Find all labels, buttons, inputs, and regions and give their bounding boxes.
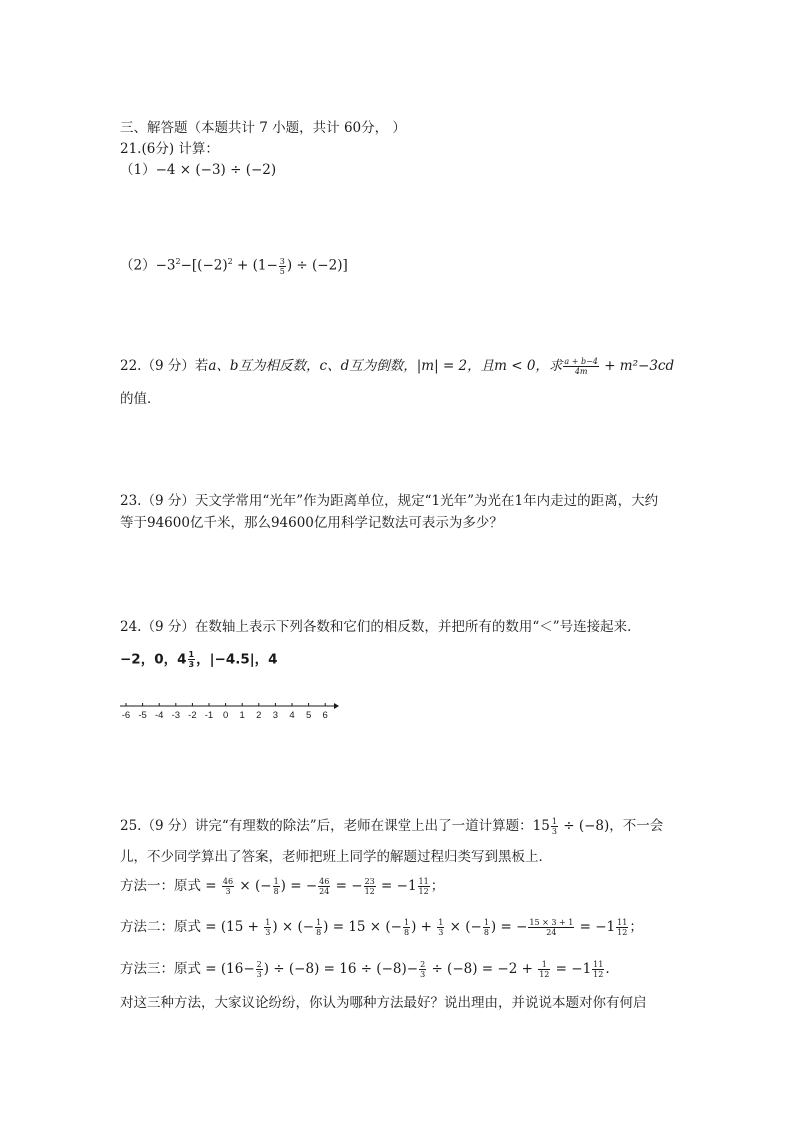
m1-frac1: $\frac{46}{3}$ (222, 877, 234, 896)
m2-end: ； (629, 919, 643, 935)
m2-mid6: = −1 (575, 919, 616, 935)
number-line-tick-label: -5 (138, 710, 147, 721)
q23-line2: 等于94600亿千米，那么94600亿用科学记数法可表示为多少？ (120, 515, 503, 531)
m2-frac7: $\frac{11}{12}$ (617, 918, 628, 937)
m3-label: 方法三：原式 = (16− (120, 961, 255, 977)
number-line-tick-label: -3 (171, 710, 181, 721)
m3-frac4: $\frac{11}{12}$ (593, 960, 604, 979)
q22-fraction: $\frac{a + b-4}{4m}$ (564, 357, 598, 376)
q25-line1 (120, 817, 663, 836)
number-line-tick-label: 1 (239, 710, 245, 721)
m2-mid3: ) + (411, 919, 437, 935)
number-line-tick-label: 3 (272, 710, 279, 721)
q24-numbers (120, 650, 278, 669)
q23-line1: 23.（9 分）天文学常用“光年”作为距离单位，规定“1光年”为光在1年内走过的距离，大约 (120, 493, 659, 509)
m1-frac2: $\frac{1}{8}$ (273, 877, 279, 896)
m2-frac6: $\frac{15 \times 3 + 1}{24}$ (529, 918, 574, 937)
m3-end: . (605, 961, 610, 977)
m1-frac5: $\frac{11}{12}$ (418, 877, 429, 896)
q22-line1 (120, 357, 674, 376)
m2-frac1: $\frac{1}{3}$ (265, 918, 271, 937)
number-line-tick-label: 0 (222, 710, 229, 721)
m1-mid3: = − (331, 878, 363, 894)
m3-frac3: $\frac{1}{12}$ (539, 960, 550, 979)
number-line-tick-label: -6 (121, 710, 131, 721)
m3-frac2: $\frac{2}{3}$ (420, 960, 426, 979)
m3-mid2: ÷ (−8) = −2 + (427, 961, 538, 977)
q24-fraction: $\frac{1}{3}$ (188, 650, 195, 669)
q21-part2 (120, 253, 348, 276)
m3-frac1: $\frac{2}{3}$ (256, 960, 262, 979)
m1-mid: × (− (235, 878, 272, 894)
m2-label: 方法二：原式 = (15 + (120, 919, 264, 935)
q21-p2-fraction: $\frac{3}{5}$ (279, 256, 285, 276)
q21-p2-mid2: + (1− (232, 257, 278, 274)
m2-mid5: ) = − (490, 919, 528, 935)
q24-nums-b: ，|−4.5|，4 (196, 651, 278, 668)
m2-mid4: × (− (445, 919, 482, 935)
number-line (118, 698, 340, 724)
number-line-arrow (334, 703, 339, 709)
q25-method1 (120, 877, 444, 896)
m1-mid2: ) = − (280, 878, 318, 894)
q22-line2: 的值． (120, 391, 161, 407)
q25-method3 (120, 960, 610, 979)
number-line-tick-label: 4 (289, 710, 295, 721)
m1-frac3: $\frac{46}{24}$ (319, 877, 330, 896)
q25-line1-fraction: $\frac{1}{3}$ (551, 817, 557, 836)
q22-expr-end: + m²−3cd (599, 358, 675, 374)
m1-end: ； (430, 878, 445, 894)
m2-frac5: $\frac{1}{8}$ (483, 918, 489, 937)
q25-method2 (120, 918, 643, 937)
m1-frac4: $\frac{23}{12}$ (364, 877, 375, 896)
q21-p2-mid: −[(−2) (180, 257, 228, 274)
q21-heading: 21.(6分) 计算： (120, 141, 219, 157)
q24-nums-a: −2，0，4 (120, 651, 187, 668)
q25-line2: 儿，不少同学算出了答案，老师把班上同学的解题过程归类写到黑板上． (120, 849, 552, 865)
m2-frac3: $\frac{1}{8}$ (403, 918, 410, 937)
q24-line1: 24.（9 分）在数轴上表示下列各数和它们的相反数，并把所有的数用“＜”号连接起来． (120, 619, 641, 635)
m3-mid3: = −1 (551, 961, 592, 977)
m1-label: 方法一：原式 = (120, 878, 221, 894)
m2-frac2: $\frac{1}{8}$ (316, 918, 322, 937)
q22-text: a、b互为相反数，c、d互为倒数，|m| = 2，且m < 0，求 (208, 358, 563, 374)
m2-frac4: $\frac{1}{3}$ (438, 918, 444, 937)
q25-line1-b: ÷ (−8)，不一会 (558, 818, 664, 834)
q25-last-line: 对这三种方法，大家议论纷纷，你认为哪种方法最好？说出理由，并说说本题对你有何启 (120, 995, 647, 1011)
q21-part1: （1）−4 × (−3) ÷ (−2) (120, 162, 277, 178)
q25-line1-a: 25.（9 分）讲完“有理数的除法”后，老师在课堂上出了一道计算题：15 (120, 818, 550, 834)
number-line-tick-label: -1 (204, 710, 214, 721)
q21-p2-prefix: （2）−3 (120, 257, 176, 274)
number-line-tick-label: 5 (305, 710, 312, 721)
m1-mid4: = −1 (376, 878, 417, 894)
section-title: 三、解答题（本题共计 7 小题，共计 60分， ） (120, 120, 406, 136)
q21-p2-end: ) ÷ (−2)] (286, 257, 348, 274)
number-line-tick-label: -4 (154, 710, 164, 721)
number-line-tick-label: -2 (188, 710, 197, 721)
m3-mid: ) ÷ (−8) = 16 ÷ (−8)− (263, 961, 419, 977)
number-line-tick-label: 2 (256, 710, 262, 721)
q22-label: 22.（9 分）若 (120, 358, 209, 374)
q21-p2-sup: 2 (175, 257, 181, 266)
number-line-tick-label: 6 (322, 710, 328, 721)
m2-mid: ) × (− (272, 919, 315, 935)
q21-p2-sup2: 2 (227, 257, 233, 266)
m2-mid2: ) = 15 × (− (323, 919, 402, 935)
